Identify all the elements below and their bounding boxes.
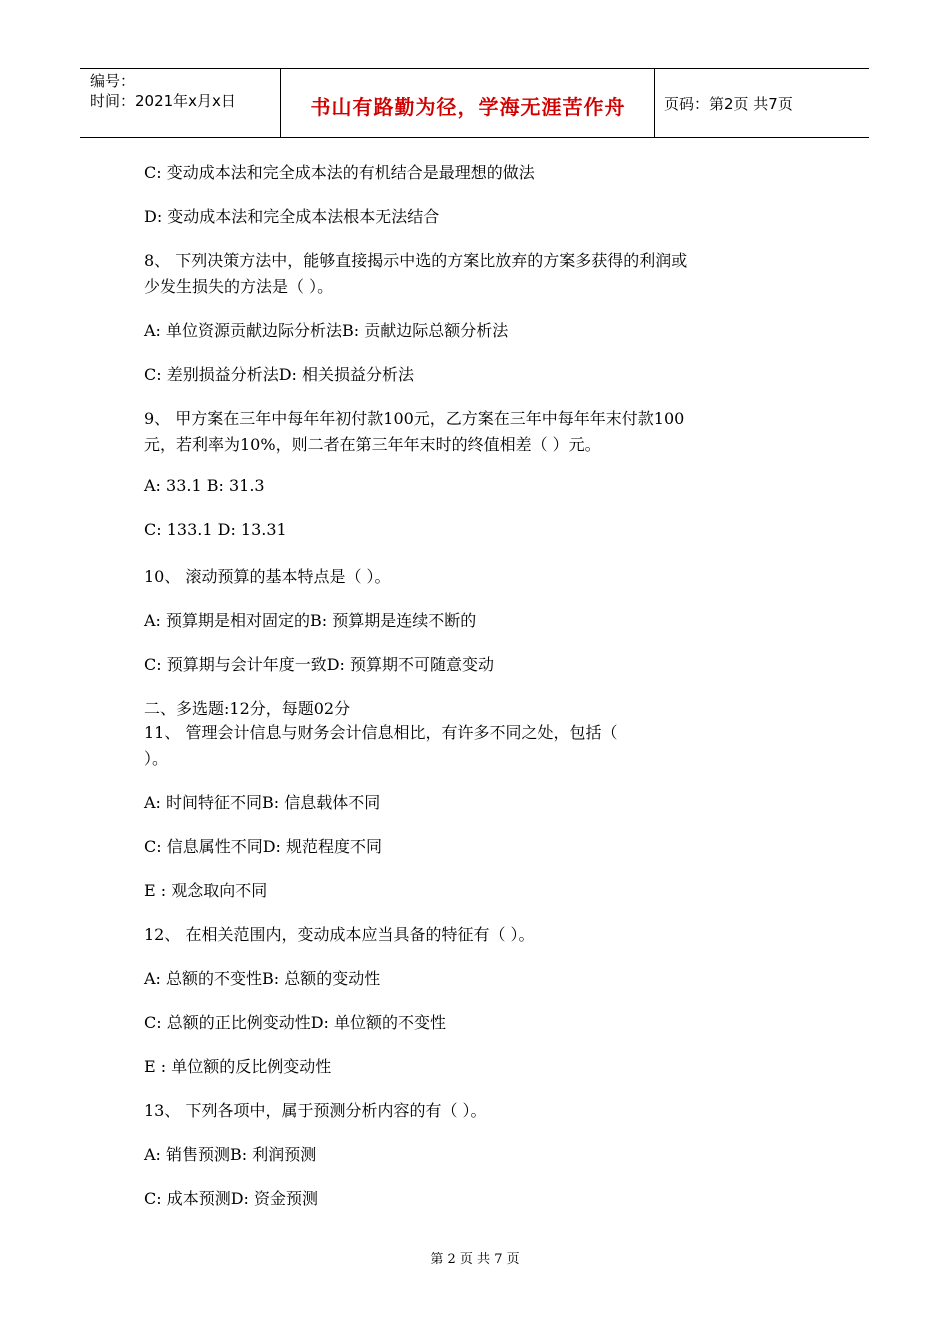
section-heading: 二、多选题:12分，每题02分 xyxy=(144,699,351,718)
text-line: 元，若利率为10%，则二者在第三年年末时的终值相差（ ）元。 xyxy=(144,435,601,454)
option-line: A: 预算期是相对固定的B: 预算期是连续不断的 xyxy=(144,611,477,630)
question-line: 12、 在相关范围内，变动成本应当具备的特征有（ ）。 xyxy=(144,925,535,944)
option-line: C: 133.1 D: 13.31 xyxy=(144,520,287,539)
question-line: 11、 管理会计信息与财务会计信息相比，有许多不同之处，包括（ xyxy=(144,723,618,742)
option-line: A: 总额的不变性B: 总额的变动性 xyxy=(144,969,381,988)
option-line: A: 时间特征不同B: 信息载体不同 xyxy=(144,793,381,812)
header-motto: 书山有路勤为径，学海无涯苦作舟 xyxy=(310,95,626,119)
page-label: 页码：第2页 共7页 xyxy=(664,95,793,113)
option-line: C: 成本预测D: 资金预测 xyxy=(144,1189,319,1208)
question-line: 13、 下列各项中，属于预测分析内容的有（ ）。 xyxy=(144,1101,487,1120)
option-line: C: 差别损益分析法D: 相关损益分析法 xyxy=(144,365,415,384)
header-divider xyxy=(280,69,281,137)
date-label: 时间：2021年x月x日 xyxy=(90,92,236,110)
question-line: 8、 下列决策方法中，能够直接揭示中选的方案比放弃的方案多获得的利润或 xyxy=(144,251,688,270)
header-divider xyxy=(654,69,655,137)
option-line: E : 单位额的反比例变动性 xyxy=(144,1057,332,1076)
text-line: C: 变动成本法和完全成本法的有机结合是最理想的做法 xyxy=(144,163,535,182)
text-line: ）。 xyxy=(144,749,169,768)
text-line: 少发生损失的方法是（ ）。 xyxy=(144,277,334,296)
question-line: 10、 滚动预算的基本特点是（ ）。 xyxy=(144,567,391,586)
number-label: 编号： xyxy=(90,72,136,90)
option-line: C: 总额的正比例变动性D: 单位额的不变性 xyxy=(144,1013,447,1032)
option-line: A: 33.1 B: 31.3 xyxy=(144,476,265,495)
option-line: A: 单位资源贡献边际分析法B: 贡献边际总额分析法 xyxy=(144,321,509,340)
page-footer: 第 2 页 共 7 页 xyxy=(430,1252,520,1267)
question-line: 9、 甲方案在三年中每年年初付款100元，乙方案在三年中每年年末付款100 xyxy=(144,409,685,428)
header-table xyxy=(80,68,869,138)
header-left-cell xyxy=(90,71,236,111)
option-line: E : 观念取向不同 xyxy=(144,881,268,900)
option-line: C: 信息属性不同D: 规范程度不同 xyxy=(144,837,383,856)
option-line: A: 销售预测B: 利润预测 xyxy=(144,1145,317,1164)
option-line: C: 预算期与会计年度一致D: 预算期不可随意变动 xyxy=(144,655,495,674)
text-line: D: 变动成本法和完全成本法根本无法结合 xyxy=(144,207,440,226)
